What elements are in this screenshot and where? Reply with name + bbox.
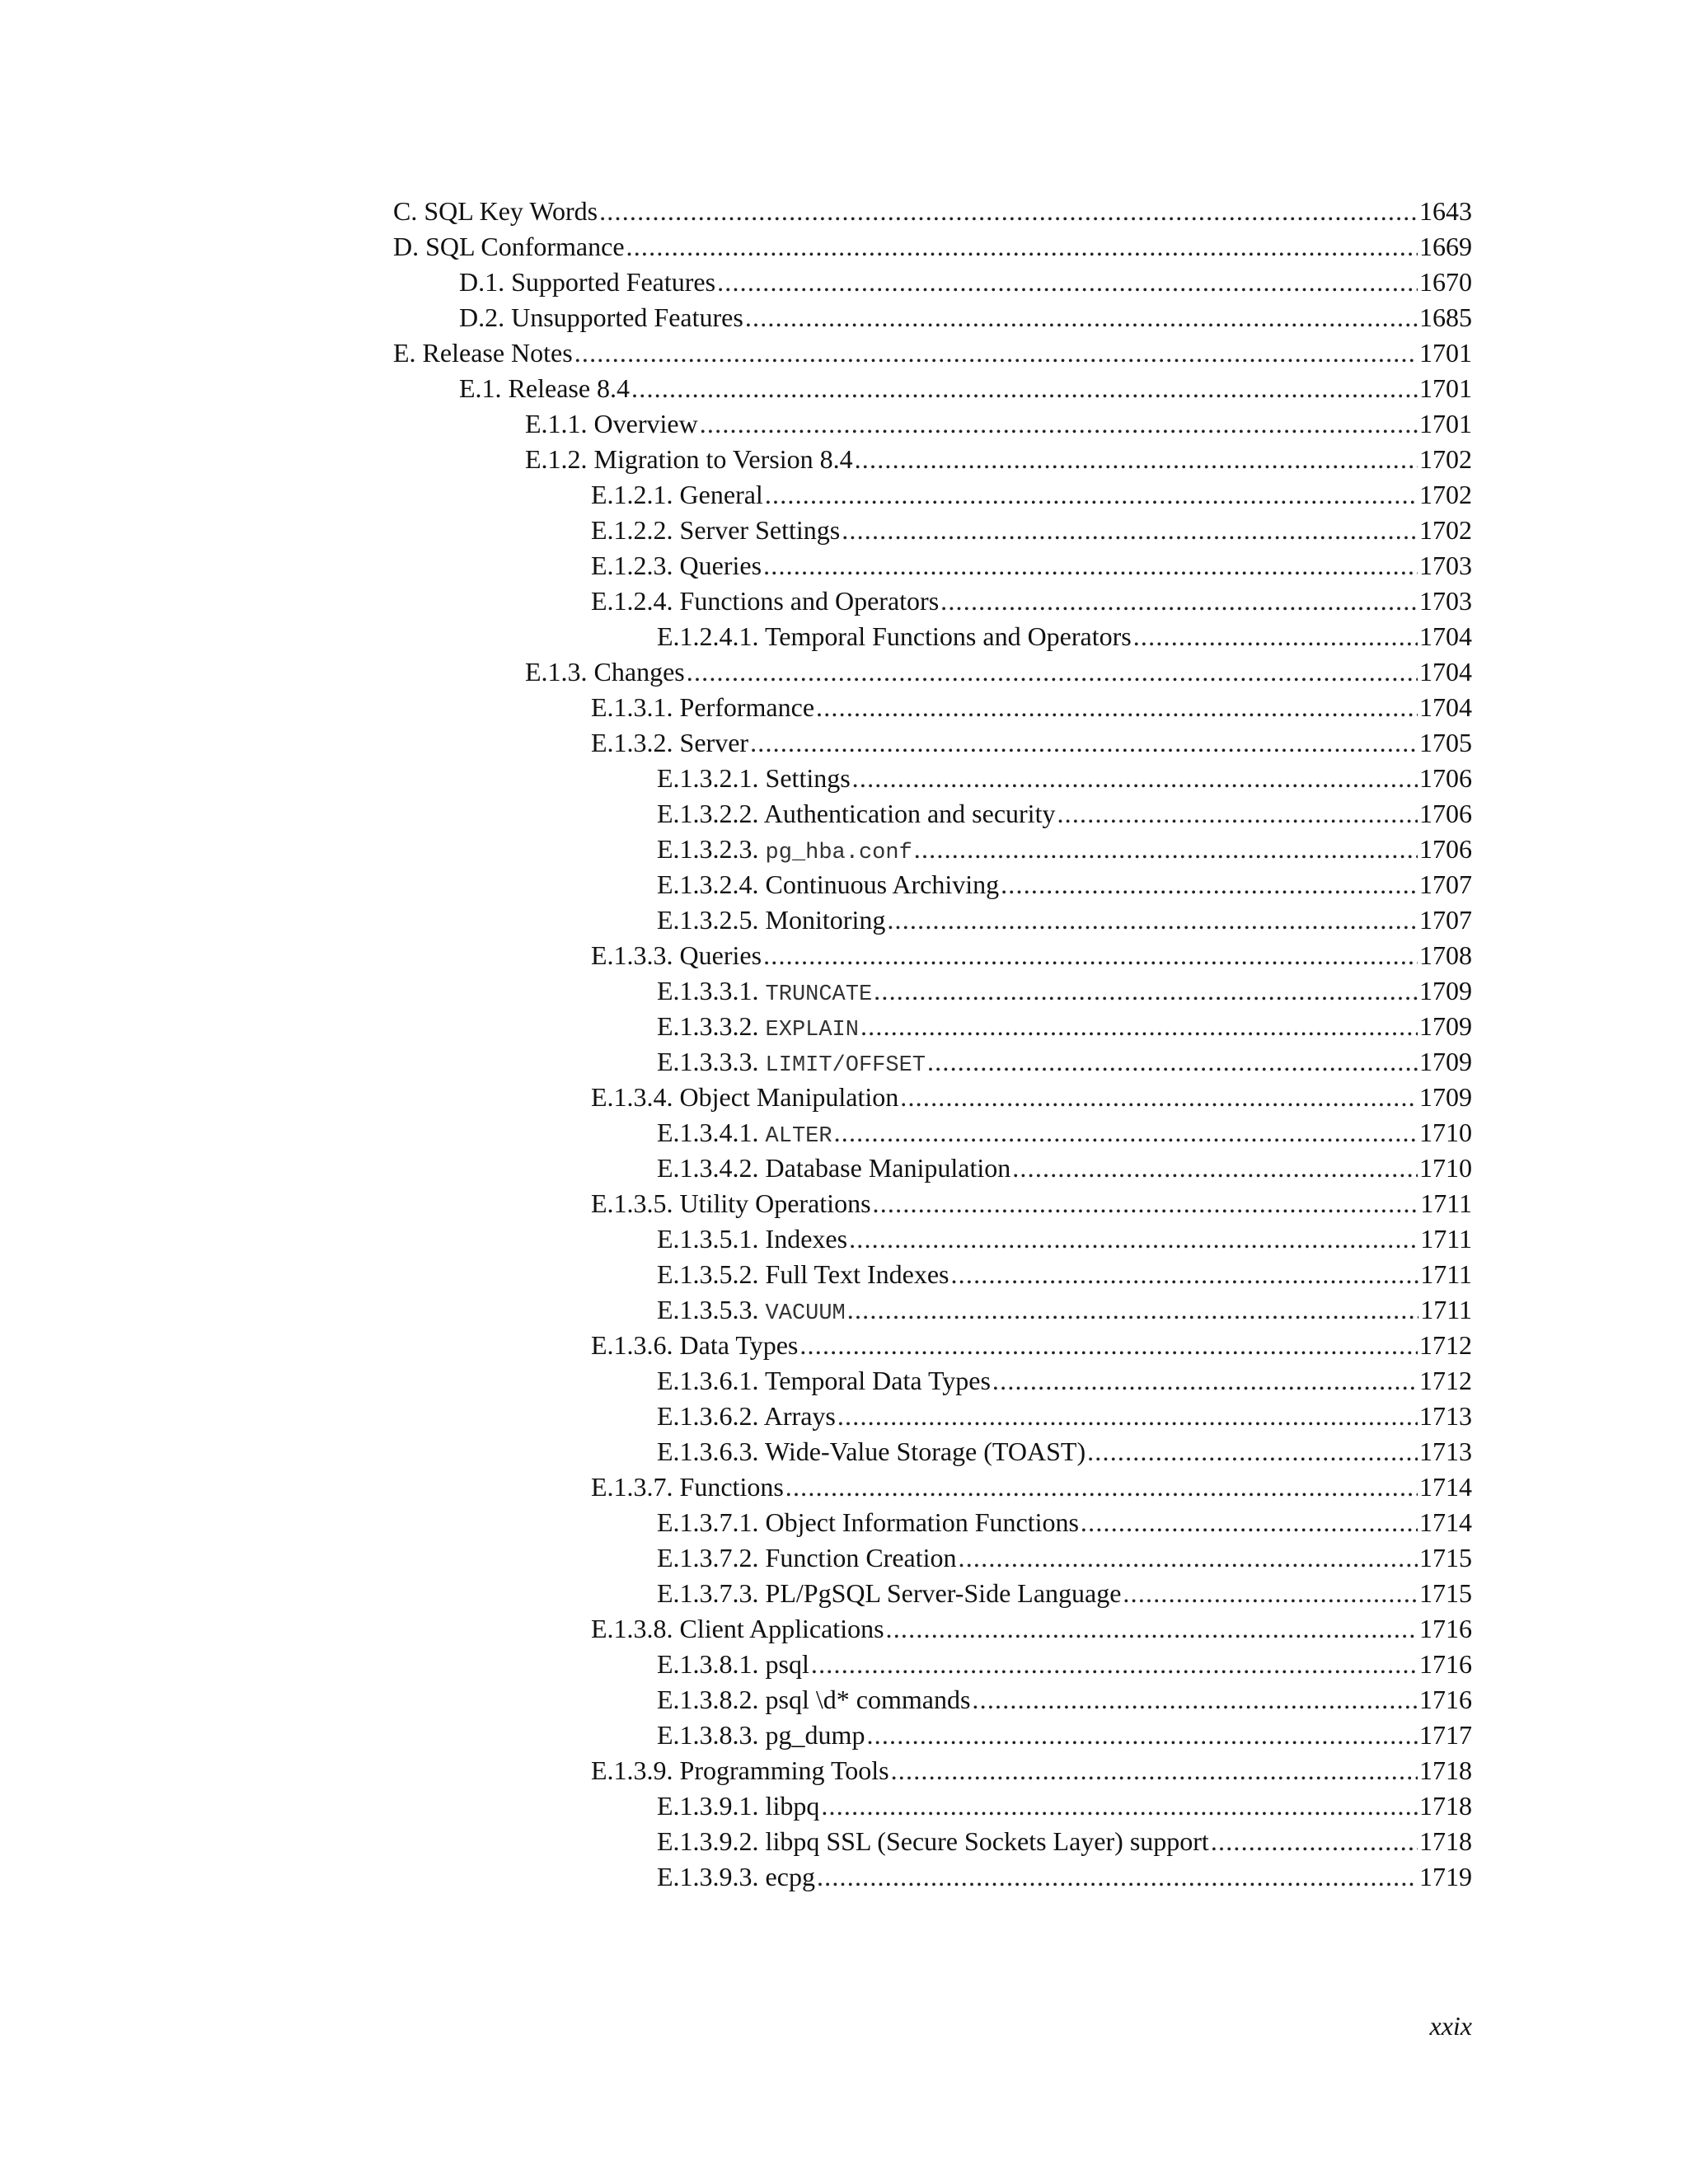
- toc-entry[interactable]: [657, 1859, 1472, 1895]
- toc-entry[interactable]: [657, 902, 1472, 938]
- toc-entry-label: C. SQL Key Words: [393, 196, 598, 226]
- toc-entry-page-number: 1716: [1419, 1649, 1472, 1679]
- dot-leader: [1012, 1151, 1418, 1186]
- toc-entry-title[interactable]: [591, 1469, 784, 1505]
- toc-entry[interactable]: [591, 725, 1472, 761]
- toc-entry-title[interactable]: [525, 406, 698, 442]
- toc-entry[interactable]: [657, 1540, 1472, 1576]
- toc-entry-title[interactable]: [657, 1292, 846, 1332]
- toc-entry-title[interactable]: [657, 867, 999, 902]
- toc-entry-page-number: 1714: [1419, 1507, 1472, 1537]
- toc-entry-title[interactable]: [591, 1753, 889, 1788]
- toc-entry-title[interactable]: [657, 1434, 1085, 1469]
- toc-entry-label: E.1.3.6. Data Types: [591, 1330, 799, 1360]
- toc-entry[interactable]: [657, 832, 1472, 867]
- dot-leader: [855, 442, 1418, 477]
- toc-entry[interactable]: [525, 406, 1472, 442]
- toc-entry[interactable]: [657, 1576, 1472, 1611]
- dot-leader: [873, 1186, 1419, 1221]
- toc-entry[interactable]: [657, 1044, 1472, 1080]
- dot-leader: [626, 229, 1418, 265]
- toc-entry-label: E.1.3.7.2. Function Creation: [657, 1543, 957, 1572]
- toc-entry-page-number: 1702: [1419, 515, 1472, 545]
- toc-entry-page-number: 1713: [1419, 1401, 1472, 1431]
- toc-entry-page-number: 1718: [1419, 1791, 1472, 1821]
- dot-leader: [866, 1718, 1418, 1753]
- toc-entry-label: E.1.3.6.3. Wide-Value Storage (TOAST): [657, 1436, 1086, 1466]
- page-number-footer: xxix: [1429, 2011, 1472, 2041]
- toc-entry-page-number: 1708: [1419, 940, 1472, 970]
- dot-leader: [849, 1221, 1418, 1257]
- toc-entry-label: E.1.3.2.3.: [657, 834, 766, 864]
- toc-entry-label: E.1.3.8.2. psql \d* commands: [657, 1685, 971, 1714]
- dot-leader: [799, 1328, 1418, 1363]
- toc-entry-title[interactable]: [657, 1859, 815, 1895]
- toc-entry-label: E.1.2.4.1. Temporal Functions and Operators: [657, 621, 1132, 651]
- dot-leader: [992, 1363, 1418, 1399]
- toc-entry-page-number: 1685: [1419, 302, 1472, 332]
- dot-leader: [972, 1682, 1418, 1718]
- toc-entry-label: E.1.3.4.2. Database Manipulation: [657, 1153, 1011, 1183]
- toc-entry-label: E.1.3.9. Programming Tools: [591, 1755, 889, 1785]
- toc-entry-code: TRUNCATE: [765, 982, 873, 1007]
- dot-leader: [837, 1399, 1418, 1434]
- toc-entry-page-number: 1711: [1420, 1259, 1472, 1289]
- dot-leader: [574, 335, 1418, 371]
- toc-entry-title[interactable]: [525, 442, 853, 477]
- toc-entry-title[interactable]: [393, 194, 598, 229]
- toc-entry-page-number: 1714: [1419, 1472, 1472, 1502]
- toc-entry-title[interactable]: [657, 761, 851, 796]
- toc-entry[interactable]: [657, 1647, 1472, 1682]
- toc-entry-title[interactable]: [657, 1044, 926, 1084]
- toc-entry-page-number: 1716: [1419, 1614, 1472, 1643]
- toc-entry-title[interactable]: [525, 654, 685, 690]
- toc-entry[interactable]: [591, 1469, 1472, 1505]
- dot-leader: [763, 548, 1418, 583]
- toc-entry-label: E.1.3.9.1. libpq: [657, 1791, 820, 1821]
- toc-entry-label: E.1.3. Changes: [525, 657, 685, 687]
- toc-entry-title[interactable]: [657, 1824, 1209, 1859]
- toc-entry-label: E.1.3.7.3. PL/PgSQL Server-Side Language: [657, 1578, 1122, 1608]
- dot-leader: [817, 1859, 1418, 1895]
- toc-entry-page-number: 1706: [1419, 763, 1472, 793]
- toc-entry[interactable]: [591, 1080, 1472, 1115]
- toc-entry-title[interactable]: [591, 725, 748, 761]
- dot-leader: [914, 832, 1418, 867]
- toc-entry-label: E.1.3.4.1.: [657, 1118, 766, 1147]
- dot-leader: [891, 1753, 1418, 1788]
- toc-entry[interactable]: [393, 229, 1472, 265]
- dot-leader: [847, 1292, 1418, 1328]
- toc-entry-title[interactable]: [657, 1115, 832, 1155]
- toc-entry-page-number: 1703: [1419, 586, 1472, 616]
- toc-entry[interactable]: [591, 583, 1472, 619]
- toc-entry[interactable]: [591, 1611, 1472, 1647]
- toc-entry-page-number: 1704: [1419, 692, 1472, 722]
- toc-entry[interactable]: [657, 796, 1472, 832]
- dot-leader: [763, 938, 1418, 973]
- dot-leader: [816, 690, 1418, 725]
- toc-entry[interactable]: [657, 1257, 1472, 1292]
- dot-leader: [1133, 619, 1418, 654]
- toc-entry-label: E.1.3.2.1. Settings: [657, 763, 851, 793]
- toc-entry[interactable]: [525, 654, 1472, 690]
- toc-entry-title[interactable]: [591, 1328, 798, 1363]
- toc-entry-page-number: 1710: [1419, 1153, 1472, 1183]
- toc-entry-title[interactable]: [657, 1647, 809, 1682]
- toc-entry-title[interactable]: [657, 619, 1132, 654]
- toc-entry-page-number: 1669: [1419, 232, 1472, 261]
- dot-leader: [852, 761, 1418, 796]
- toc-entry-page-number: 1707: [1419, 869, 1472, 899]
- toc-entry-title[interactable]: [459, 300, 743, 335]
- dot-leader: [842, 513, 1418, 548]
- toc-entry[interactable]: [459, 300, 1472, 335]
- toc-entry-label: D. SQL Conformance: [393, 232, 625, 261]
- toc-entry-label: E.1.3.6.2. Arrays: [657, 1401, 836, 1431]
- toc-entry[interactable]: [657, 973, 1472, 1009]
- toc-entry-code: LIMIT/OFFSET: [765, 1053, 926, 1078]
- toc-entry[interactable]: [459, 265, 1472, 300]
- toc-entry[interactable]: [657, 1824, 1472, 1859]
- toc-entry-page-number: 1709: [1419, 976, 1472, 1005]
- dot-leader: [750, 725, 1418, 761]
- toc-entry-page-number: 1707: [1419, 905, 1472, 935]
- toc-entry-label: E.1.3.5. Utility Operations: [591, 1188, 871, 1218]
- dot-leader: [821, 1788, 1418, 1824]
- toc-entry[interactable]: [657, 1788, 1472, 1824]
- toc-entry-title[interactable]: [657, 796, 1055, 832]
- toc-entry[interactable]: [657, 1434, 1472, 1469]
- toc-entry-label: E.1.3.2.4. Continuous Archiving: [657, 869, 1000, 899]
- toc-entry[interactable]: [591, 938, 1472, 973]
- toc-entry-page-number: 1710: [1419, 1118, 1472, 1147]
- toc-entry-page-number: 1711: [1420, 1188, 1472, 1218]
- toc-entry-title[interactable]: [657, 1788, 819, 1824]
- dot-leader: [811, 1647, 1418, 1682]
- dot-leader: [887, 902, 1418, 938]
- toc-entry-title[interactable]: [393, 335, 573, 371]
- toc-entry[interactable]: [591, 548, 1472, 583]
- toc-entry-title[interactable]: [591, 513, 840, 548]
- toc-entry-label: E.1.2.3. Queries: [591, 551, 762, 580]
- toc-entry-label: E.1.2.4. Functions and Operators: [591, 586, 940, 616]
- toc-entry-title[interactable]: [657, 1009, 859, 1048]
- toc-entry[interactable]: [657, 1399, 1472, 1434]
- toc-entry-label: E.1.3.5.2. Full Text Indexes: [657, 1259, 950, 1289]
- toc-entry[interactable]: [657, 1363, 1472, 1399]
- toc-entry[interactable]: [591, 477, 1472, 513]
- toc-entry[interactable]: [657, 1221, 1472, 1257]
- toc-entry[interactable]: [657, 1505, 1472, 1540]
- toc-entry-page-number: 1706: [1419, 799, 1472, 828]
- toc-entry-title[interactable]: [657, 973, 872, 1013]
- toc-entry-title[interactable]: [657, 832, 912, 871]
- dot-leader: [1087, 1434, 1418, 1469]
- toc-entry-label: E.1.3.5.3.: [657, 1295, 766, 1324]
- toc-entry[interactable]: [657, 619, 1472, 654]
- toc-entry[interactable]: [657, 1009, 1472, 1044]
- toc-entry-page-number: 1704: [1419, 657, 1472, 687]
- dot-leader: [765, 477, 1418, 513]
- dot-leader: [860, 1009, 1418, 1044]
- toc-entry-page-number: 1702: [1419, 480, 1472, 509]
- toc-entry[interactable]: [591, 1186, 1472, 1221]
- toc-entry-label: E.1.2.1. General: [591, 480, 763, 509]
- toc-entry-label: E.1.3.7. Functions: [591, 1472, 784, 1502]
- toc-entry-label: E.1.2. Migration to Version 8.4: [525, 444, 853, 474]
- dot-leader: [834, 1115, 1418, 1151]
- dot-leader: [1211, 1824, 1418, 1859]
- toc-entry[interactable]: [657, 1115, 1472, 1151]
- toc-entry-title[interactable]: [657, 1718, 865, 1753]
- toc-entry-label: D.1. Supported Features: [459, 267, 716, 297]
- toc-entry-page-number: 1717: [1419, 1720, 1472, 1750]
- toc-entry-title[interactable]: [591, 583, 939, 619]
- toc-entry-code: EXPLAIN: [765, 1018, 859, 1043]
- toc-entry-page-number: 1701: [1419, 409, 1472, 438]
- dot-leader: [687, 654, 1418, 690]
- toc-entry-page-number: 1715: [1419, 1578, 1472, 1608]
- toc-entry-page-number: 1716: [1419, 1685, 1472, 1714]
- toc-entry-title[interactable]: [657, 1399, 836, 1434]
- dot-leader: [874, 973, 1418, 1009]
- toc-entry-label: E.1.3.8.3. pg_dump: [657, 1720, 865, 1750]
- toc-entry-page-number: 1706: [1419, 834, 1472, 864]
- toc-entry-page-number: 1719: [1419, 1862, 1472, 1891]
- dot-leader: [1057, 796, 1418, 832]
- toc-entry-page-number: 1712: [1419, 1366, 1472, 1395]
- dot-leader: [900, 1080, 1418, 1115]
- toc-entry-title[interactable]: [591, 1080, 898, 1115]
- dot-leader: [1081, 1505, 1418, 1540]
- toc-entry-title[interactable]: [459, 371, 630, 406]
- toc-entry[interactable]: [591, 1753, 1472, 1788]
- toc-entry-title[interactable]: [591, 938, 762, 973]
- toc-entry-page-number: 1670: [1419, 267, 1472, 297]
- toc-entry-label: E.1.3.3.2.: [657, 1011, 766, 1041]
- toc-entry-title[interactable]: [657, 902, 885, 938]
- dot-leader: [927, 1044, 1418, 1080]
- toc-entry-label: E.1.2.2. Server Settings: [591, 515, 841, 545]
- toc-entry-title[interactable]: [591, 477, 763, 513]
- toc-entry-label: E.1.3.3.1.: [657, 976, 766, 1005]
- dot-leader: [785, 1469, 1418, 1505]
- toc-entry-page-number: 1701: [1419, 373, 1472, 403]
- dot-leader: [950, 1257, 1418, 1292]
- toc-entry-label: E.1.3.9.2. libpq SSL (Secure Sockets Layer) support: [657, 1826, 1209, 1856]
- toc-entry-label: E.1.3.2.5. Monitoring: [657, 905, 886, 935]
- toc-entry-page-number: 1713: [1419, 1436, 1472, 1466]
- toc-entry[interactable]: [591, 1328, 1472, 1363]
- toc-entry-page-number: 1709: [1419, 1082, 1472, 1112]
- toc-entry-label: E.1.3.1. Performance: [591, 692, 815, 722]
- toc-entry-page-number: 1702: [1419, 444, 1472, 474]
- toc-entry-title[interactable]: [591, 690, 814, 725]
- toc-entry-title[interactable]: [591, 1186, 871, 1221]
- toc-entry-label: E.1.3.3. Queries: [591, 940, 762, 970]
- toc-entry-page-number: 1712: [1419, 1330, 1472, 1360]
- toc-entry-title[interactable]: [657, 1505, 1079, 1540]
- dot-leader: [940, 583, 1418, 619]
- toc-entry-label: E.1.3.2. Server: [591, 728, 749, 757]
- toc-entry-code: pg_hba.conf: [765, 841, 912, 865]
- toc-entry-page-number: 1705: [1419, 728, 1472, 757]
- dot-leader: [700, 406, 1418, 442]
- toc-entry[interactable]: [591, 513, 1472, 548]
- toc-entry-title[interactable]: [591, 548, 762, 583]
- toc-entry-label: E.1.3.9.3. ecpg: [657, 1862, 815, 1891]
- toc-entry[interactable]: [657, 761, 1472, 796]
- toc-entry-page-number: 1703: [1419, 551, 1472, 580]
- toc-entry-title[interactable]: [657, 1682, 970, 1718]
- toc-entry-page-number: 1715: [1419, 1543, 1472, 1572]
- toc-entry-title[interactable]: [393, 229, 625, 265]
- toc-entry-title[interactable]: [657, 1221, 847, 1257]
- toc-entry-title[interactable]: [657, 1257, 949, 1292]
- toc-entry-page-number: 1701: [1419, 338, 1472, 368]
- toc-entry-label: E.1.3.8. Client Applications: [591, 1614, 884, 1643]
- toc-entry[interactable]: [657, 1718, 1472, 1753]
- dot-leader: [1001, 867, 1418, 902]
- toc-entry-page-number: 1711: [1420, 1295, 1472, 1324]
- toc-entry-label: E. Release Notes: [393, 338, 573, 368]
- toc-entry-page-number: 1709: [1419, 1047, 1472, 1076]
- toc-entry[interactable]: [657, 1292, 1472, 1328]
- toc-entry[interactable]: [525, 442, 1472, 477]
- toc-entry-label: E.1. Release 8.4: [459, 373, 631, 403]
- toc-entry-page-number: 1718: [1419, 1826, 1472, 1856]
- toc-entry-title[interactable]: [657, 1540, 957, 1576]
- toc-entry-title[interactable]: [459, 265, 715, 300]
- toc-entry-label: E.1.3.6.1. Temporal Data Types: [657, 1366, 991, 1395]
- toc-entry-label: E.1.3.5.1. Indexes: [657, 1224, 848, 1254]
- toc-entry-title[interactable]: [657, 1151, 1010, 1186]
- dot-leader: [745, 300, 1418, 335]
- toc-entry-title[interactable]: [657, 1363, 991, 1399]
- toc-entry-page-number: 1718: [1419, 1755, 1472, 1785]
- toc-entry[interactable]: [657, 1682, 1472, 1718]
- toc-entry[interactable]: [657, 1151, 1472, 1186]
- dot-leader: [1123, 1576, 1418, 1611]
- toc-entry-page-number: 1709: [1419, 1011, 1472, 1041]
- toc-entry-label: E.1.3.2.2. Authentication and security: [657, 799, 1056, 828]
- toc-entry-label: E.1.3.7.1. Object Information Functions: [657, 1507, 1079, 1537]
- toc-entry-title[interactable]: [591, 1611, 884, 1647]
- toc-entry-label: E.1.1. Overview: [525, 409, 698, 438]
- toc-entry-code: VACUUM: [765, 1301, 846, 1326]
- toc-entry[interactable]: [591, 690, 1472, 725]
- toc-entry-label: E.1.3.8.1. psql: [657, 1649, 809, 1679]
- toc-entry-label: E.1.3.3.3.: [657, 1047, 766, 1076]
- toc-entry-page-number: 1711: [1420, 1224, 1472, 1254]
- toc-entry-label: E.1.3.4. Object Manipulation: [591, 1082, 899, 1112]
- dot-leader: [886, 1611, 1418, 1647]
- toc-entry-label: D.2. Unsupported Features: [459, 302, 743, 332]
- dot-leader: [717, 265, 1418, 300]
- toc-entry[interactable]: [393, 335, 1472, 371]
- toc-entry[interactable]: [393, 194, 1472, 229]
- toc-entry[interactable]: [657, 867, 1472, 902]
- toc-entry-title[interactable]: [657, 1576, 1121, 1611]
- toc-entry[interactable]: [459, 371, 1472, 406]
- toc-entry-page-number: 1704: [1419, 621, 1472, 651]
- dot-leader: [599, 194, 1418, 229]
- toc-entry-page-number: 1643: [1419, 196, 1472, 226]
- dot-leader: [631, 371, 1418, 406]
- toc-entry-code: ALTER: [765, 1124, 832, 1149]
- dot-leader: [959, 1540, 1418, 1576]
